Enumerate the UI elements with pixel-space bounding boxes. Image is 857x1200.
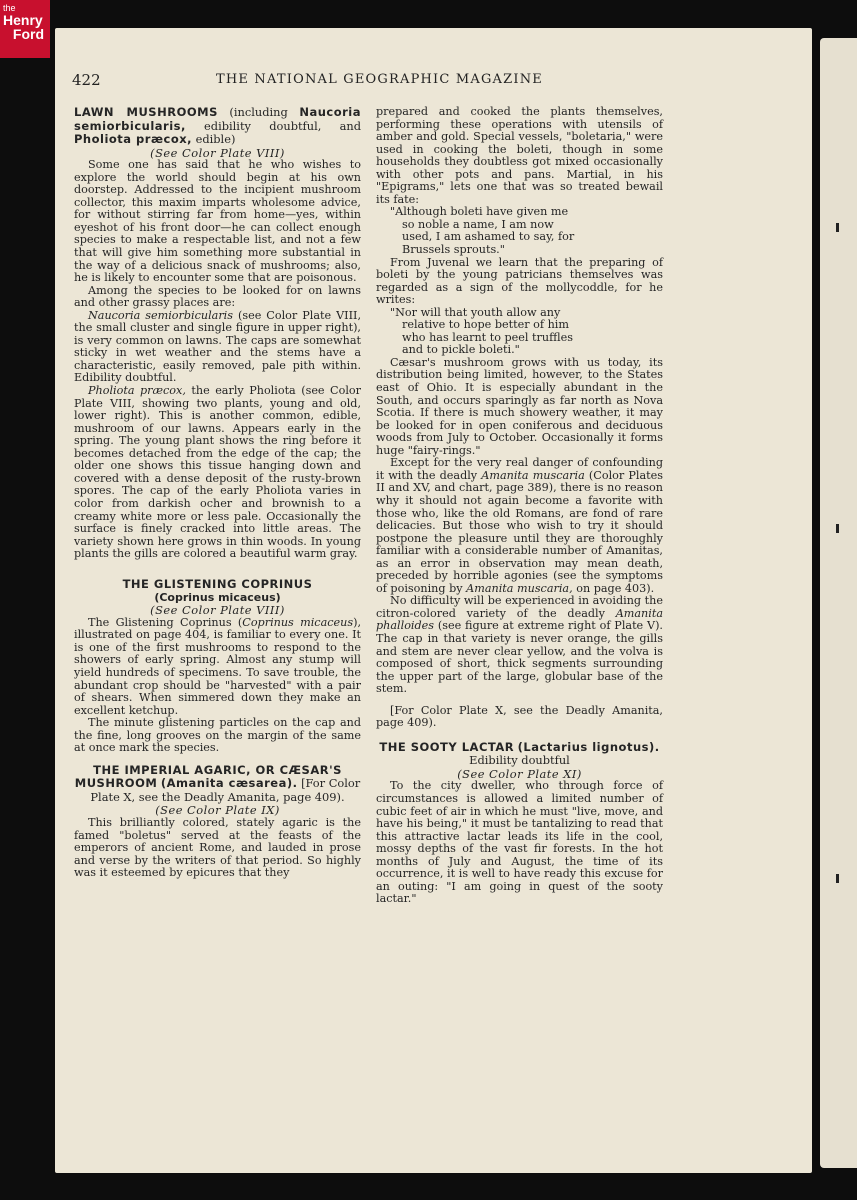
martial-quote: "Although boleti have given me so noble a name, I am now used, I am ashamed to say, for Brussels sprouts." — [390, 205, 575, 257]
coprinus-heading: THE GLISTENING COPRINUS — [122, 576, 313, 591]
page-header — [72, 71, 687, 93]
logo-ford: Ford — [12, 26, 44, 42]
sooty-plate-ref: (See Color Plate XI) — [457, 766, 582, 781]
sooty-heading: THE SOOTY LACTAR (Lactarius lignotus). Edibility doubtful — [379, 739, 660, 768]
logo-henry: Henry — [3, 12, 43, 28]
lawn-plate-ref: (See Color Plate VIII) — [150, 145, 285, 160]
page-number: 422 — [72, 71, 101, 89]
sooty-paragraph-1: To the city dweller, who through force of circumstances is allowed a limited number of cubic feet of air in which he must "live, move, and have his being," it must be tantalizing to read that this attractive lactar leads its life in the cool, mossy depths of the vast fir forests. In the hot months of July and August, the time of its occurrence, it is well to have ready this excuse for an outing: "I am going in quest of the sooty lactar." — [376, 779, 663, 906]
lawn-heading: LAWN MUSHROOMS (including Naucoria semiorbicularis, edibility doubtful, and Pholiota præcox, edible) — [74, 105, 361, 147]
imperial-paragraph-6: No difficulty will be experienced in avoiding the citron-colored variety of the deadly Amanita phalloides (see figure at extreme right of Plate V). The cap in that variety is never orange, the gills and stem are never clear yellow, and the volva is composed of short, thick segments surrounding the upper part of the large, globular base of the stem. — [376, 594, 664, 696]
lawn-paragraph-4: Pholiota præcox, the early Pholiota (see Color Plate VIII, showing two plants, young and old, lower right). This is another common, edible, mushroom of our lawns. Appears early in the spring. The young plant shows the ring before it becomes detached from the edge of the cap; the older one shows this tissue hanging down and covered with a dense deposit of the rusty-brown spores. The cap of the early Pholiota varies in color from darkish ocher and brownish to a creamy white more or less pale. Occasionally the surface is finely cracked into little areas. The variety shown here grows in thin woods. In young plants the gills are colored a beautiful warm gray. — [74, 384, 361, 561]
coprinus-subheading: (Coprinus micaceus) — [154, 591, 281, 605]
lawn-paragraph-2: Among the species to be looked for on lawns and other grassy places are: — [74, 283, 361, 310]
imperial-heading: THE IMPERIAL AGARIC, OR CÆSAR'S MUSHROOM (Amanita cæsarea). [For Color Plate X, see the Deadly Amanita, page 409). — [74, 762, 361, 804]
left-column — [74, 106, 361, 880]
lawn-paragraph-1: Some one has said that he who wishes to explore the world should begin at his own doorstep. Addressed to the incipient mushroom collector, this maxim imparts wholesome advice, for without stirring far from home—yes, within eyeshot of his front door—he can collect enough species to make a respectable list, and not a few that will give him something more substantial in the way of a delicious snack of mushrooms; also, he is likely to encounter some that are poisonous. — [74, 158, 361, 285]
plate-x-note: [For Color Plate X, see the Deadly Amanita, page 409). — [376, 703, 663, 730]
binding-mark — [836, 874, 839, 883]
coprinus-plate-ref: (See Color Plate VIII) — [150, 603, 285, 618]
henry-ford-logo — [0, 0, 50, 58]
imperial-paragraph-3: From Juvenal we learn that the preparing of boleti by the young patricians themselves was regarded as a sign of the mollycoddle, for he writes: — [376, 255, 663, 307]
logo-the: the — [3, 3, 16, 13]
imperial-paragraph-4: Cæsar's mushroom grows with us today, its distribution being limited, however, to the States east of Ohio. It is especially abundant in the South, and occurs sparingly as far north as Nova Scotia. If there is much showery weather, it may be looked for in open coniferous and deciduous woods from July to October. Occasionally it forms huge "fairy-rings." — [376, 355, 663, 457]
imperial-paragraph-1: This brilliantly colored, stately agaric is the famed "boletus" served at the feasts of the emperors of ancient Rome, and lauded in prose and verse by the writers of that period. So highly was it esteemed by epicures that they — [74, 815, 361, 880]
imperial-paragraph-2: prepared and cooked the plants themselves, performing these operations with utensils of amber and gold. Special vessels, "boletaria," were used in cooking the boleti, though in some households they doubtless got mixed occasionally with other pots and pans. Martial, in his "Epigrams," lets one that was so treated bewail its fate: — [376, 105, 663, 206]
coprinus-paragraph-1: The Glistening Coprinus (Coprinus micaceus), illustrated on page 404, is familiar to every one. It is one of the first mushrooms to respond to the showers of early spring. Almost any stump will yield hundreds of specimens. To save trouble, the abundant crop should be "harvested" with a pair of shears. When simmered down they make an excellent ketchup. — [74, 615, 361, 717]
imperial-paragraph-5: Except for the very real danger of confounding it with the deadly Amanita muscaria (Color Plates II and XV, and chart, page 389), there is no reason why it should not again become a favorite with those who, like the old Romans, are fond of rare delicacies. But those who wish to try it should postpone the pleasure until they are thoroughly familiar with a considerable number of Amanitas, as an error in observation may mean death, preceded by horrible agonies (see the symptoms of poisoning by Amanita muscaria, on page 403). — [376, 456, 663, 595]
right-column — [376, 106, 663, 906]
adjacent-page-edge — [820, 38, 857, 1168]
juvenal-quote: "Nor will that youth allow any relative to hope better of him who has learnt to peel truffles and to pickle boleti." — [390, 305, 573, 357]
running-title: THE NATIONAL GEOGRAPHIC MAGAZINE — [216, 72, 543, 87]
lawn-paragraph-3: Naucoria semiorbicularis (see Color Plate VIII, the small cluster and single figure in upper right), is very common on lawns. The caps are somewhat sticky in wet weather and the stems have a characteristic, easily removed, pale pith within. Edibility doubtful. — [74, 308, 361, 385]
imperial-plate-ref: (See Color Plate IX) — [155, 803, 280, 818]
binding-mark — [836, 223, 839, 232]
binding-mark — [836, 524, 839, 533]
coprinus-paragraph-2: The minute glistening particles on the cap and the fine, long grooves on the margin of the same at once mark the species. — [74, 716, 361, 755]
